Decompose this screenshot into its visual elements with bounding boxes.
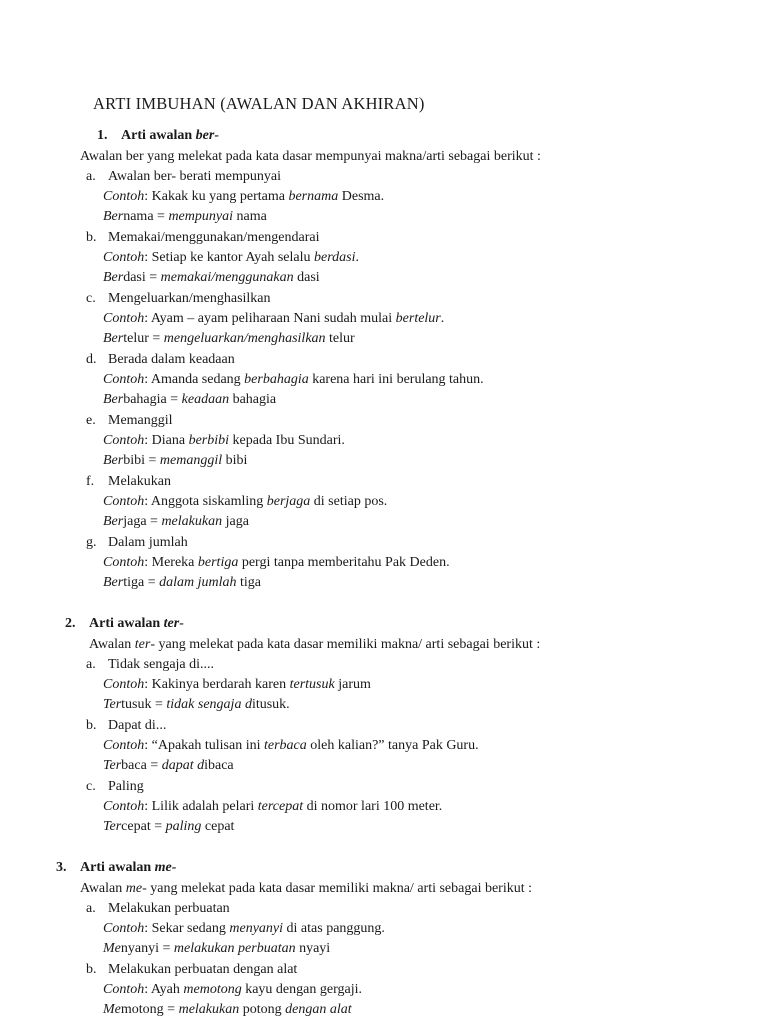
definition-line: Bernama = mempunyai nama	[103, 209, 267, 224]
document-title: ARTI IMBUHAN (AWALAN DAN AKHIRAN)	[93, 94, 425, 113]
item-label: Melakukan perbuatan	[108, 901, 230, 916]
list-item	[86, 473, 171, 491]
definition-line: Tertusuk = tidak sengaja ditusuk.	[103, 697, 290, 712]
section-number: 1.	[97, 128, 108, 143]
definition-line: Terbaca = dapat dibaca	[103, 758, 234, 773]
section-1-heading: 1. Arti awalan ber-	[97, 128, 219, 143]
example-line: Contoh: Anggota siskamling berjaga di setiap pos.	[103, 494, 388, 509]
item-label: Memakai/menggunakan/mengendarai	[108, 230, 320, 245]
item-label: Dalam jumlah	[108, 535, 188, 550]
definition-line: Berbibi = memanggil bibi	[103, 453, 248, 468]
item-label: Melakukan	[108, 474, 171, 489]
example-line: Contoh: Ayah memotong kayu dengan gergaji.	[103, 982, 362, 997]
example-line: Contoh: Diana berbibi kepada Ibu Sundari.	[103, 433, 345, 448]
list-item	[86, 961, 297, 979]
item-label: Paling	[108, 779, 144, 794]
item-letter: d.	[86, 352, 97, 367]
example-line: Contoh: Setiap ke kantor Ayah selalu berdasi.	[103, 250, 360, 265]
list-item	[86, 351, 235, 369]
list-item	[86, 717, 166, 735]
example-line: Contoh: “Apakah tulisan ini terbaca oleh kalian?” tanya Pak Guru.	[103, 738, 479, 753]
item-label: Tidak sengaja di....	[108, 657, 215, 672]
section-2-heading: 2. Arti awalan ter-	[65, 616, 184, 631]
item-letter: b.	[86, 718, 97, 733]
example-line: Contoh: Ayam – ayam peliharaan Nani sudah mulai bertelur.	[103, 311, 445, 326]
example-line: Contoh: Mereka bertiga pergi tanpa memberitahu Pak Deden.	[103, 555, 450, 570]
item-letter: b.	[86, 962, 97, 977]
list-item	[86, 656, 214, 674]
definition-line: Berjaga = melakukan jaga	[103, 514, 249, 529]
example-line: Contoh: Lilik adalah pelari tercepat di nomor lari 100 meter.	[103, 799, 443, 814]
definition-line: Bertelur = mengeluarkan/menghasilkan telur	[103, 331, 355, 346]
section-1-intro: Awalan ber yang melekat pada kata dasar mempunyai makna/arti sebagai berikut :	[80, 149, 541, 164]
example-line: Contoh: Amanda sedang berbahagia karena hari ini berulang tahun.	[103, 372, 484, 387]
item-letter: e.	[86, 413, 96, 428]
section-3-intro: Awalan me- yang melekat pada kata dasar memiliki makna/ arti sebagai berikut :	[80, 881, 533, 896]
definition-line: Menyanyi = melakukan perbuatan nyayi	[103, 941, 331, 956]
list-item	[86, 412, 173, 430]
item-letter: c.	[86, 291, 96, 306]
item-label: Dapat di...	[108, 718, 167, 733]
section-number: 3.	[56, 860, 67, 875]
definition-line: Berbahagia = keadaan bahagia	[103, 392, 277, 407]
item-letter: a.	[86, 901, 96, 916]
list-item	[86, 900, 230, 918]
list-item	[86, 778, 144, 796]
item-letter: a.	[86, 657, 96, 672]
item-label: Melakukan perbuatan dengan alat	[108, 962, 298, 977]
item-label: Berada dalam keadaan	[108, 352, 235, 367]
item-label: Memanggil	[108, 413, 173, 428]
example-line: Contoh: Sekar sedang menyanyi di atas panggung.	[103, 921, 385, 936]
example-line: Contoh: Kakinya berdarah karen tertusuk jarum	[103, 677, 371, 692]
section-3-heading: 3. Arti awalan me-	[56, 860, 177, 875]
definition-line: Memotong = melakukan potong dengan alat	[103, 1002, 352, 1017]
example-line: Contoh: Kakak ku yang pertama bernama Desma.	[103, 189, 385, 204]
section-number: 2.	[65, 616, 76, 631]
list-item	[86, 229, 319, 247]
list-item	[86, 168, 281, 186]
item-letter: a.	[86, 169, 96, 184]
list-item	[86, 534, 188, 552]
item-letter: c.	[86, 779, 96, 794]
item-letter: f.	[86, 474, 95, 489]
item-label: Mengeluarkan/menghasilkan	[108, 291, 271, 306]
list-item	[86, 290, 271, 308]
item-letter: g.	[86, 535, 97, 550]
definition-line: Bertiga = dalam jumlah tiga	[103, 575, 261, 590]
section-2-intro: Awalan ter- yang melekat pada kata dasar memiliki makna/ arti sebagai berikut :	[89, 637, 541, 652]
item-letter: b.	[86, 230, 97, 245]
item-label: Awalan ber- berati mempunyai	[108, 169, 281, 184]
definition-line: Berdasi = memakai/menggunakan dasi	[103, 270, 320, 285]
definition-line: Tercepat = paling cepat	[103, 819, 235, 834]
